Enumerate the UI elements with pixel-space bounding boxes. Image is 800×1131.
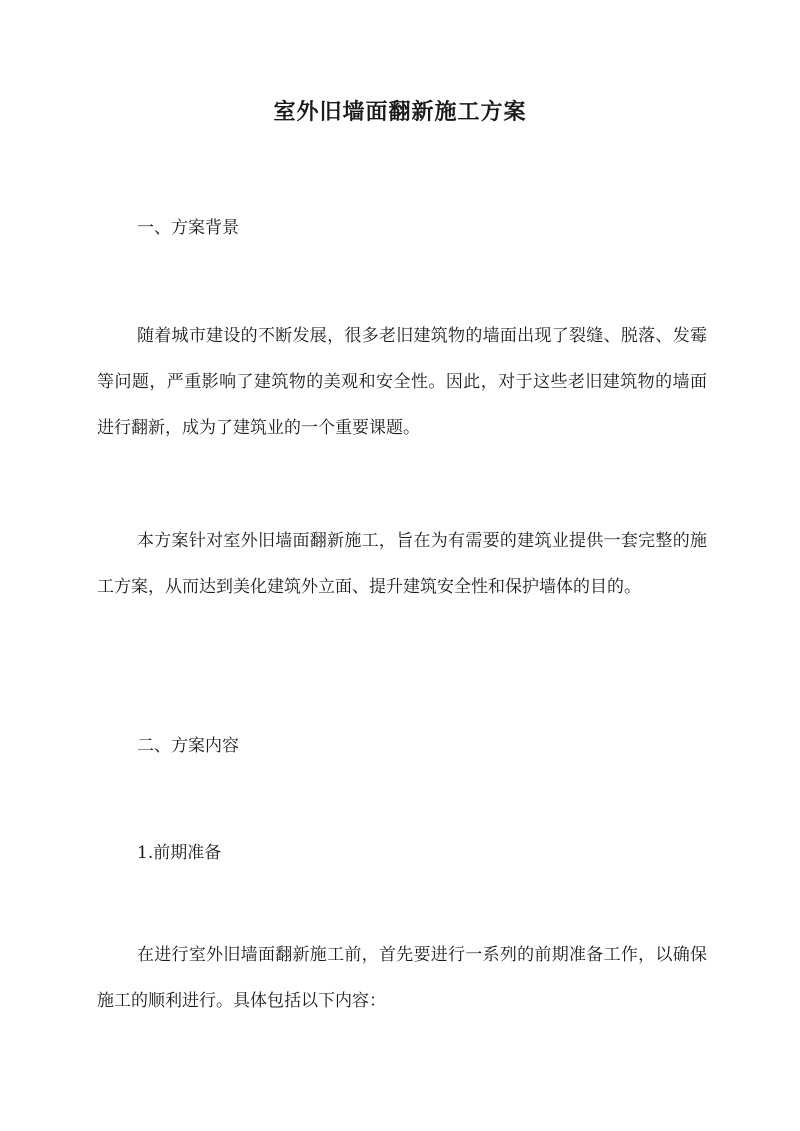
section-heading-content: 二、方案内容 bbox=[137, 736, 239, 756]
document-title: 室外旧墙面翻新施工方案 bbox=[273, 99, 527, 125]
section-heading-background: 一、方案背景 bbox=[137, 218, 239, 238]
paragraph-preparation: 在进行室外旧墙面翻新施工前，首先要进行一系列的前期准备工作，以确保施工的顺利进行。具体包括以下内容： bbox=[97, 945, 707, 1011]
paragraph-background: 随着城市建设的不断发展，很多老旧建筑物的墙面出现了裂缝、脱落、发霉等问题，严重影响了建筑物的美观和安全性。因此，对于这些老旧建筑物的墙面进行翻新，成为了建筑业的一个重要课题。 bbox=[97, 326, 707, 438]
paragraph-purpose: 本方案针对室外旧墙面翻新施工，旨在为有需要的建筑业提供一套完整的施工方案，从而达到美化建筑外立面、提升建筑安全性和保护墙体的目的。 bbox=[97, 531, 707, 597]
subsection-heading-preparation: 1.前期准备 bbox=[137, 843, 222, 863]
